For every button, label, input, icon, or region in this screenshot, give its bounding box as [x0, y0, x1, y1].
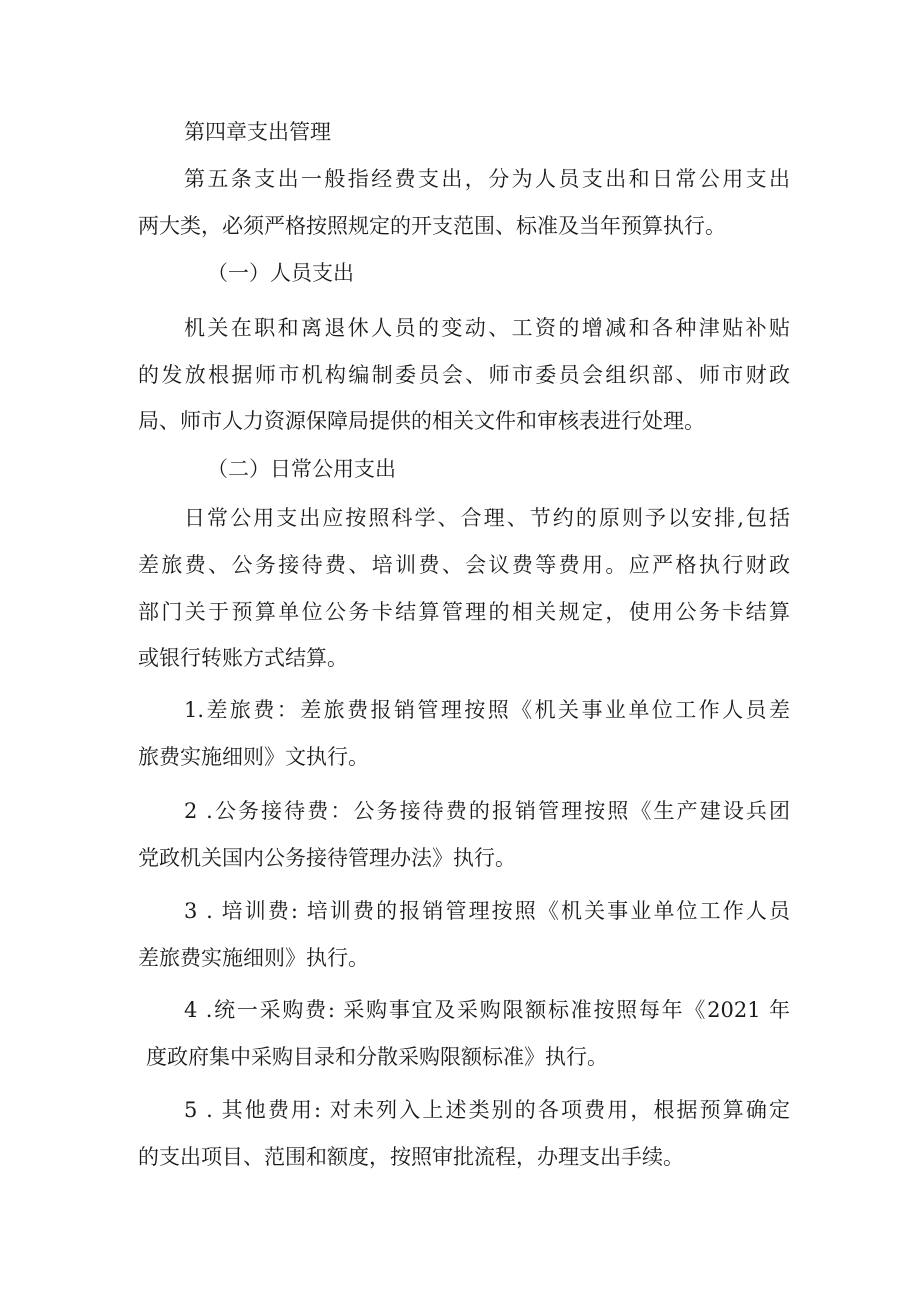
item-3-line-2: 差旅费实施细则》执行。: [138, 946, 369, 970]
item-4-line-1: 4 .统一采购费: 采购事宜及采购限额标准按照每年《2021 年: [184, 998, 790, 1022]
item-2-line-1: 2 .公务接待费：公务接待费的报销管理按照《生产建设兵团: [184, 799, 790, 823]
item-2-line-2: 党政机关国内公务接待管理办法》执行。: [138, 846, 516, 870]
item-4-line-2: 度政府集中采购目录和分散采购限额标准》执行。: [146, 1045, 608, 1069]
section-2-line-1: 日常公用支出应按照科学、合理、节约的原则予以安排,包括: [184, 506, 790, 530]
section-2-line-3: 部门关于预算单位公务卡结算管理的相关规定，使用公务卡结算: [138, 600, 790, 624]
section-1-line-3: 局、师市人力资源保障局提供的相关文件和审核表进行处理。: [138, 409, 705, 433]
section-1-line-1: 机关在职和离退休人员的变动、工资的增减和各种津贴补贴: [184, 316, 790, 340]
section-1-line-2: 的发放根据师市机构编制委员会、师市委员会组织部、师市财政: [138, 363, 790, 387]
item-5-line-2: 的支出项目、范围和额度，按照审批流程，办理支出手续。: [138, 1145, 684, 1169]
article-5-line-2: 两大类，必须严格按照规定的开支范围、标准及当年预算执行。: [138, 214, 726, 238]
item-5-line-1: 5 . 其他费用: 对未列入上述类别的各项费用，根据预算确定: [184, 1098, 790, 1122]
section-1-heading: （一）人员支出: [207, 261, 354, 285]
section-2-line-4: 或银行转账方式结算。: [138, 646, 348, 670]
chapter-title: 第四章支出管理: [184, 120, 331, 144]
item-3-line-1: 3 . 培训费: 培训费的报销管理按照《机关事业单位工作人员: [184, 899, 790, 923]
article-5-line-1: 第五条支出一般指经费支出，分为人员支出和日常公用支出: [184, 167, 790, 191]
section-2-line-2: 差旅费、公务接待费、培训费、会议费等费用。应严格执行财政: [138, 553, 790, 577]
section-2-heading: （二）日常公用支出: [207, 457, 396, 481]
item-1-line-1: 1.差旅费：差旅费报销管理按照《机关事业单位工作人员差: [184, 698, 790, 722]
item-1-line-2: 旅费实施细则》文执行。: [138, 745, 369, 769]
